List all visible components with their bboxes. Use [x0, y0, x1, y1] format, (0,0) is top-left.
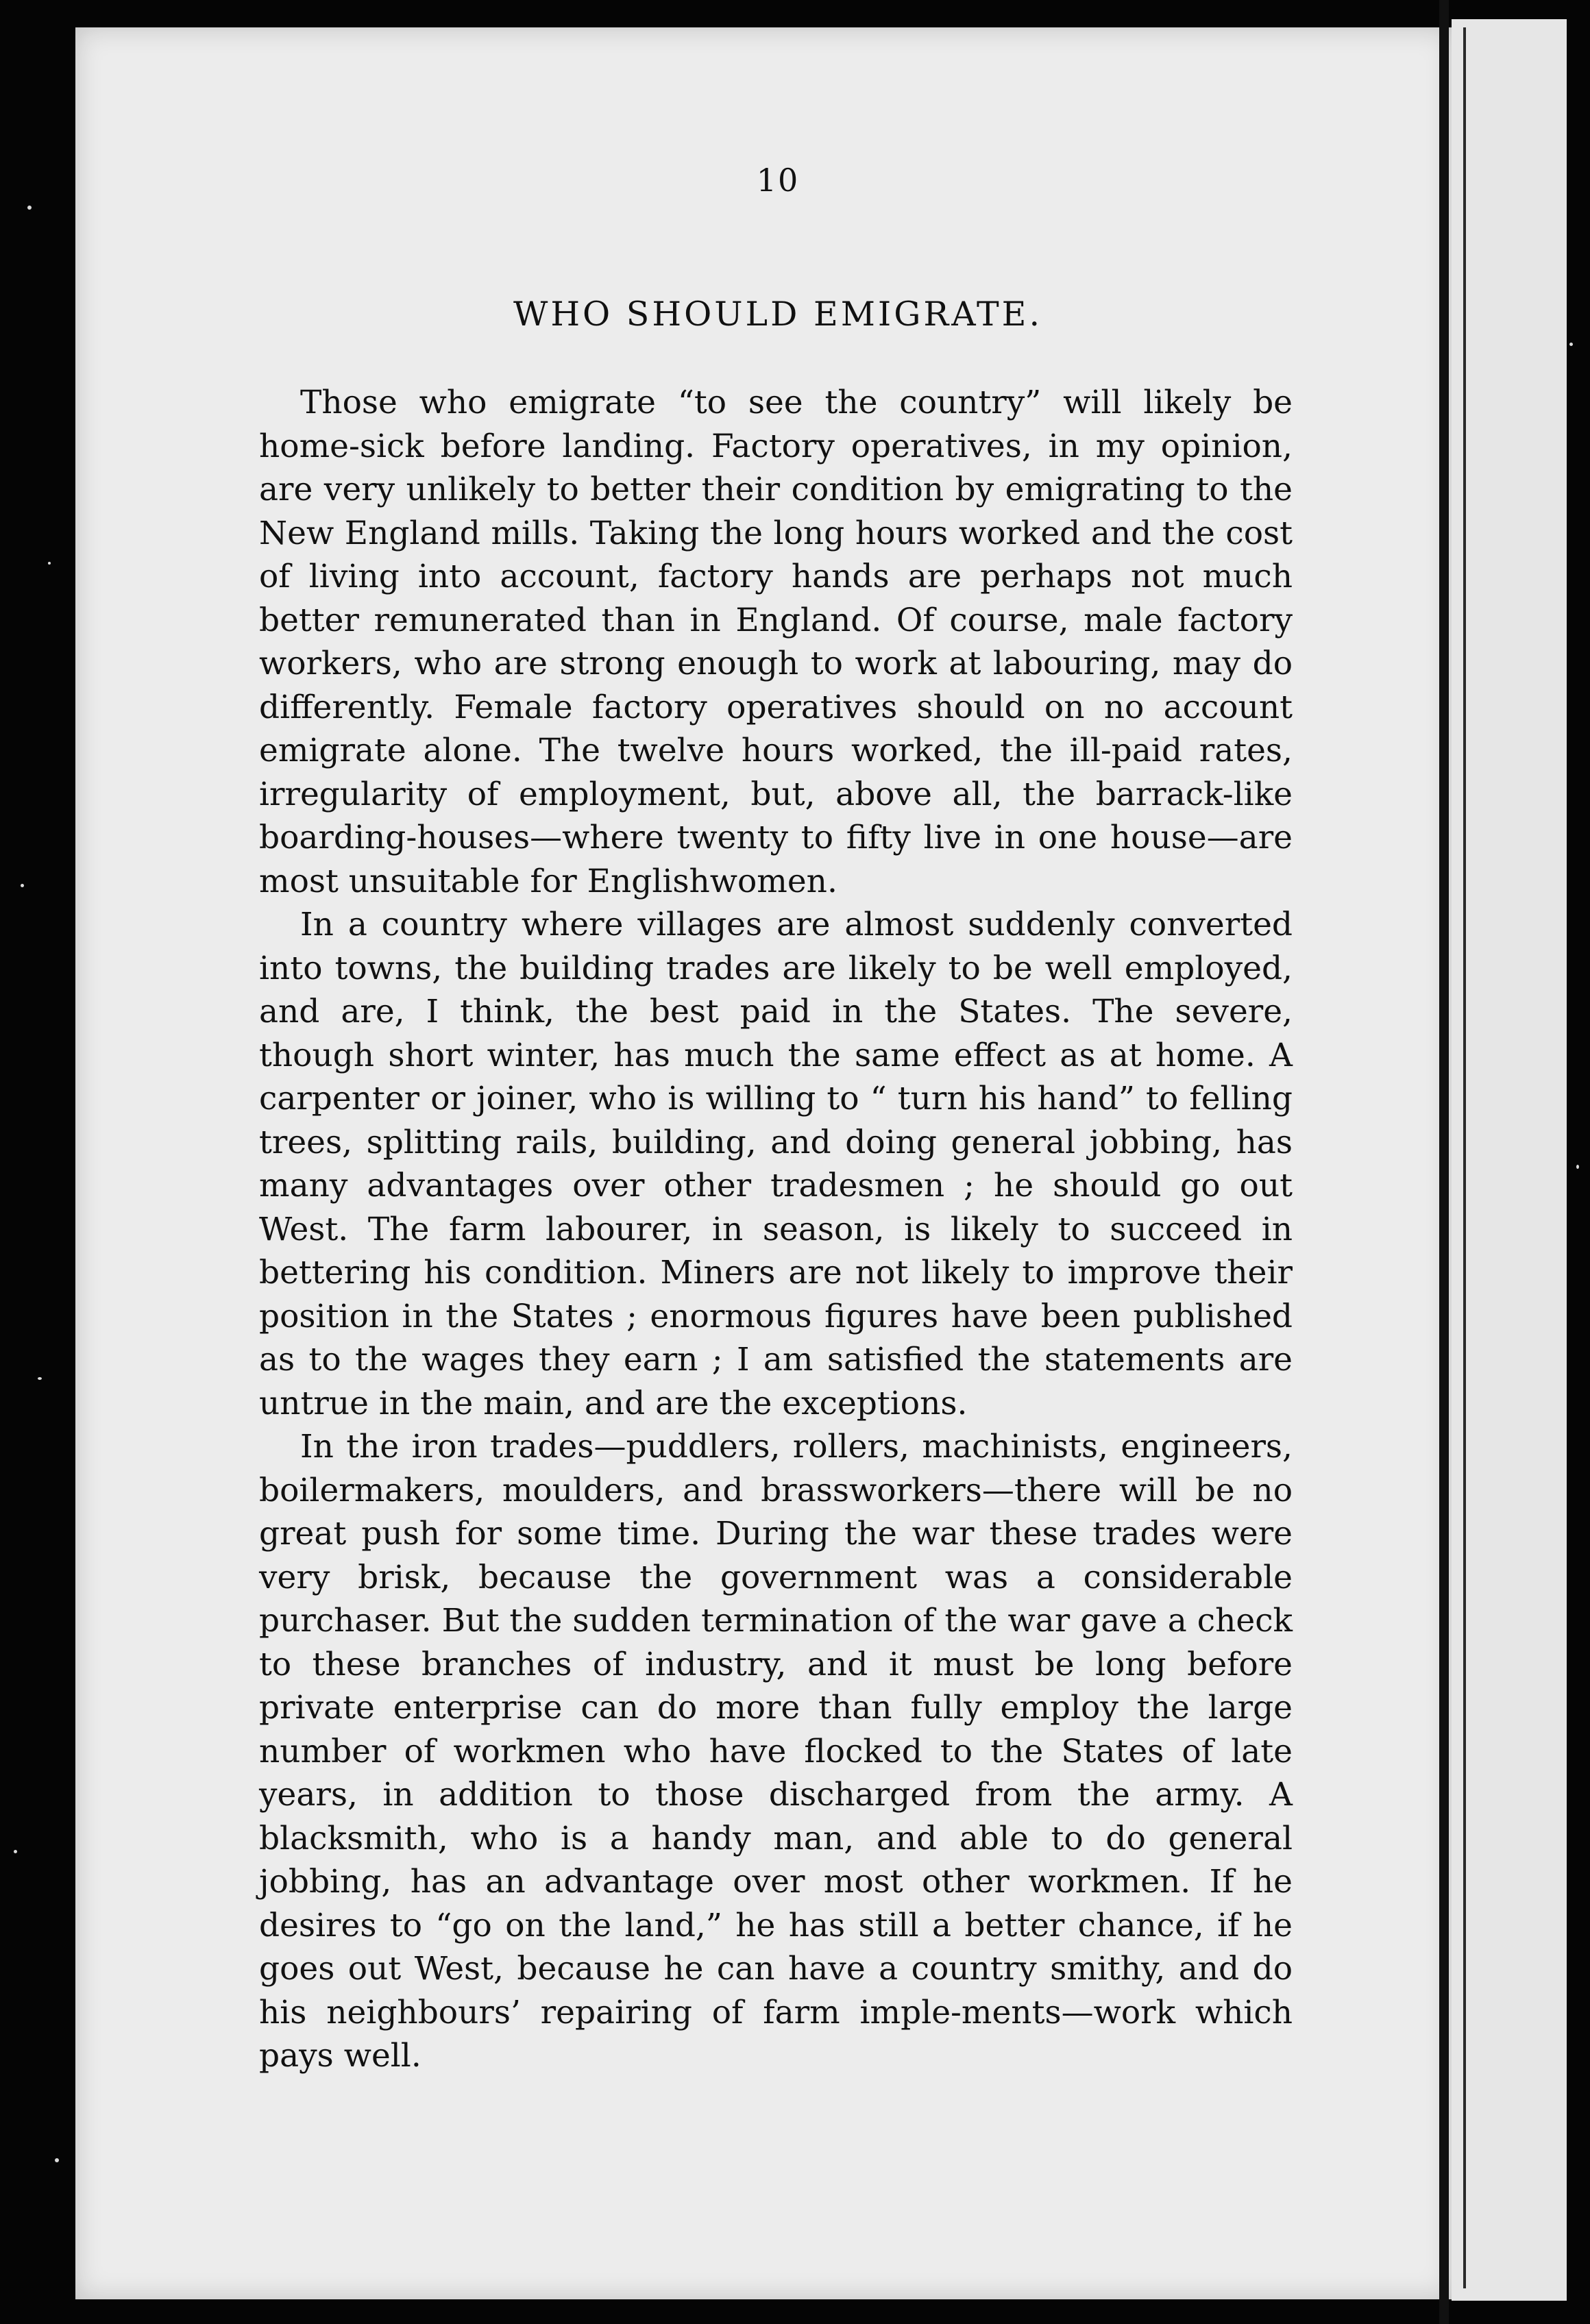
adjacent-page-edge: [1452, 19, 1567, 2301]
page-gutter: [1439, 0, 1449, 2324]
scan-speck: [27, 206, 32, 210]
scan-speck: [38, 1377, 42, 1380]
scan-speck: [55, 2158, 59, 2162]
adjacent-page-rule: [1463, 27, 1466, 2288]
scan-speck: [21, 884, 24, 887]
body-text: [259, 381, 1293, 2078]
scan-speck: [1569, 343, 1573, 346]
paragraph-factory-operatives: Those who emigrate “to see the country” will likely be home-sick before landing. Factory operatives, in my opinion, are very unlikely to better their condition by emigrating to the New England mills. Taking the long hours worked and the cost of living into account, factory hands are perhaps not much better remunerated than in England. Of course, male factory workers, who are strong enough to work at labouring, may do differently. Female factory operatives should on no account emigrate alone. The twelve hours worked, the ill-paid rates, irregularity of employment, but, above all, the barrack-like boarding-houses—where twenty to fifty live in one house—are most unsuitable for Englishwomen.: [259, 384, 1293, 900]
page-number: 10: [756, 162, 800, 199]
scan-speck: [48, 562, 51, 565]
section-title: WHO SHOULD EMIGRATE.: [513, 295, 1043, 334]
paragraph-building-trades: In a country where villages are almost suddenly converted into towns, the building trades are likely to be well employed, and are, I think, the best paid in the States. The severe, though short winter, has much the same effect as at home. A carpenter or joiner, who is willing to “ turn his hand” to felling trees, splitting rails, building, and doing general jobbing, has many advantages over other tradesmen ; he should go out West. The farm labourer, in season, is likely to succeed in bettering his condition. Miners are not likely to improve their position in the States ; enormous figures have been published as to the wages they earn ; I am satisfied the statements are untrue in the main, and are the exceptions.: [259, 906, 1293, 1422]
scan-speck: [14, 1850, 17, 1853]
paragraph-iron-trades: In the iron trades—puddlers, rollers, machinists, engineers, boilermakers, moulders, and brassworkers—there will be no great push for some time. During the war these trades were very brisk, because the government was a considerable purchaser. But the sudden termination of the war gave a check to these branches of industry, and it must be long before private enterprise can do more than fully employ the large number of workmen who have flocked to the States of late years, in addition to those discharged from the army. A blacksmith, who is a handy man, and able to do general jobbing, has an advantage over most other workmen. If he desires to “go on the land,” he has still a better chance, if he goes out West, because he can have a country smithy, and do his neighbours’ repairing of farm imple-ments—work which pays well.: [259, 1428, 1293, 2075]
scan-speck: [1576, 1165, 1579, 1169]
